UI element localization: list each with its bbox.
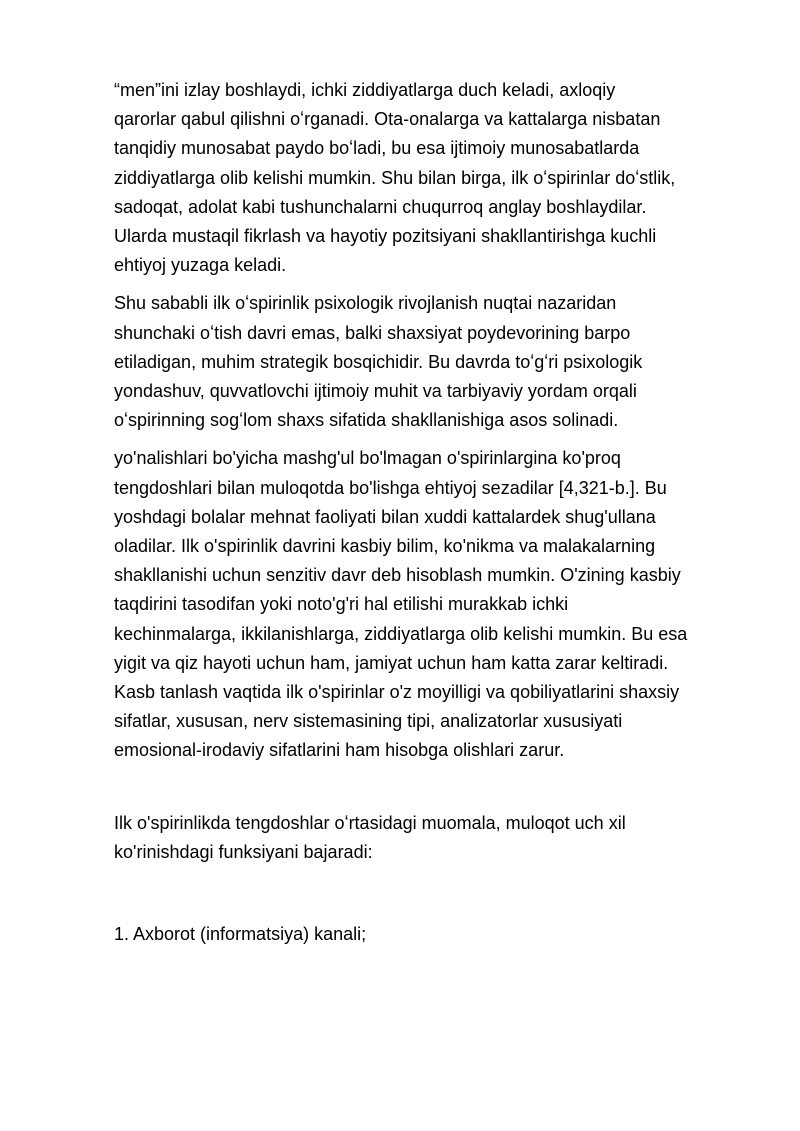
paragraph-2: Shu sababli ilk oʻspirinlik psixologik rivojlanish nuqtai nazaridan shunchaki oʻtish davri emas, balki shaxsiyat poydevorining barpo etiladigan, muhim strategik bosqichidir. Bu davrda toʻgʻri psixologik yondashuv, quvvatlovchi ijtimoiy muhit va tarbiyaviy yordam orqali oʻspirinning sogʻlom shaxs sifatida shakllanishiga asos solinadi.	[114, 293, 643, 431]
paragraph-1: “men”ini izlay boshlaydi, ichki ziddiyatlarga duch keladi, axloqiy qarorlar qabul qilishni oʻrganadi. Ota-onalarga va kattalarga nisbatan tanqidiy munosabat paydo boʻladi, bu esa ijtimoiy munosabatlarda ziddiyatlarga olib kelishi mumkin. Shu bilan birga, ilk oʻspirinlar doʻstlik, sadoqat, adolat kabi tushunchalarni chuqurroq anglay boshlaydilar. Ularda mustaqil fikrlash va hayotiy pozitsiyani shakllantirishga kuchli ehtiyoj yuzaga keladi.	[114, 80, 676, 276]
list-item-1: 1. Axborot (informatsiya) kanali;	[114, 924, 367, 945]
blank-line	[114, 775, 714, 809]
paragraph-3: yo'nalishlari bo'yicha mashg'ul bo'lmagan o'spirinlargina ko'proq tengdoshlari bilan muloqotda bo'lishga ehtiyoj sezadilar [4,321-b.]. Bu yoshdagi bolalar mehnat faoliyati bilan xuddi kattalardek shug'ullana oladilar. Ilk o'spirinlik davrini kasbiy bilim, ko'nikma va malakalarning shakllanishi uchun senzitiv davr deb hisoblash mumkin. O'zining kasbiy taqdirini tasodifan yoki noto'g'ri hal etilishi murakkab ichki kechinmalarga, ikkilanishlarga, ziddiyatlarga olib kelishi mumkin. Bu esa yigit va qiz hayoti uchun ham, jamiyat uchun ham katta zarar keltiradi. Kasb tanlash vaqtida ilk o'spirinlar o'z moyilligi va qobiliyatlarini shaxsiy sifatlar, xususan, nerv sistemasining tipi, analizatorlar xususiyati emosional-irodaviy sifatlarini ham hisobga olishlari zarur.	[114, 448, 688, 761]
blank-line	[114, 876, 714, 920]
document-page	[114, 76, 714, 958]
paragraph-4: Ilk o'spirinlikda tengdoshlar oʻrtasidagi muomala, muloqot uch xil ko'rinishdagi funksiyani bajaradi:	[114, 812, 626, 862]
